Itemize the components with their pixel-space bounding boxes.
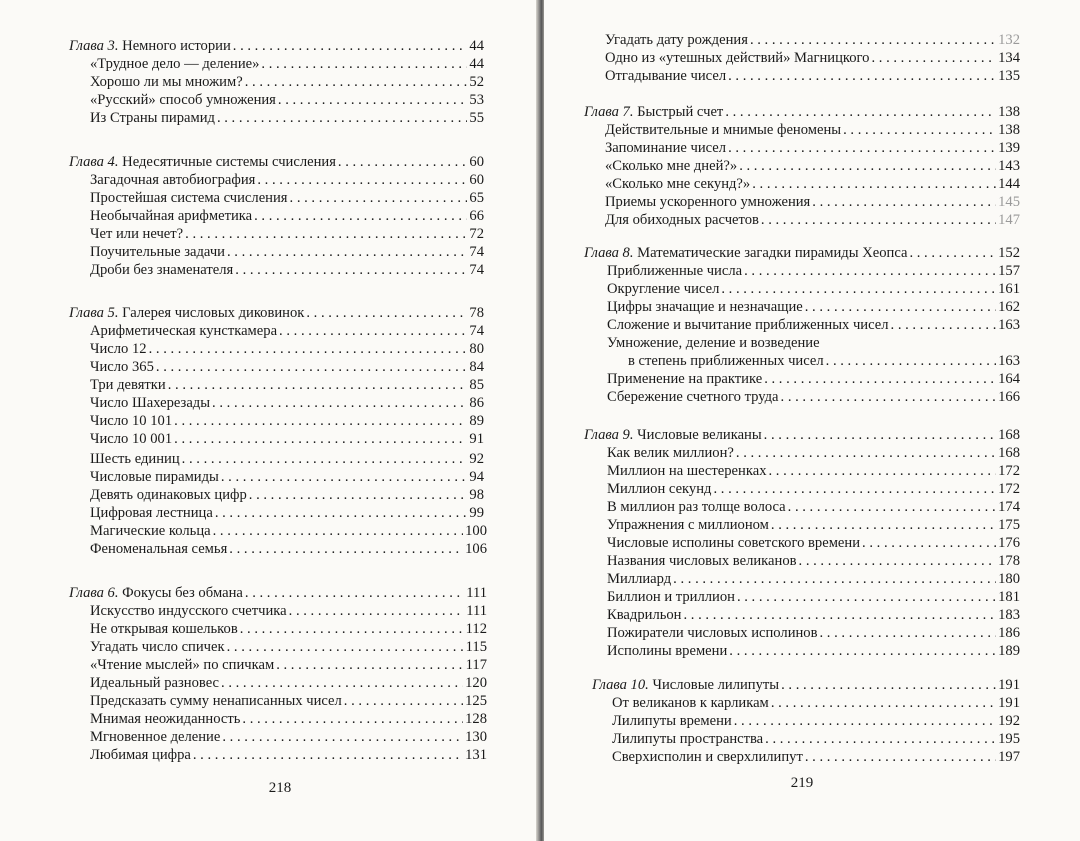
toc-entry: Поучительные задачи . . . 74 (90, 244, 484, 262)
toc-entry: Запоминание чисел . . . 139 (605, 140, 1020, 158)
toc-entry: Идеальный разновес . . . 120 (90, 675, 487, 693)
toc-entry: Исполины времени . . . 189 (607, 643, 1020, 661)
toc-chapter-heading: Глава 6. Фокусы без обмана . . . 111 (69, 585, 487, 603)
toc-entry: Магические кольца . . . 100 (90, 523, 487, 541)
toc-entry: Угадать число спичек . . . 115 (90, 639, 487, 657)
toc-entry: В миллион раз толще волоса . . . 174 (607, 499, 1020, 517)
toc-entry: Мнимая неожиданность . . . 128 (90, 711, 487, 729)
toc-entry: Цифровая лестница . . . 99 (90, 505, 484, 523)
toc-entry: Цифры значащие и незначащие . . . 162 (607, 299, 1020, 317)
toc-entry: «Сколько мне дней?» . . . 143 (605, 158, 1020, 176)
toc-entry: Лилипуты времени . . . 192 (612, 713, 1020, 731)
toc-entry: Необычайная арифметика . . . 66 (90, 208, 484, 226)
toc-entry: Чет или нечет? . . . 72 (90, 226, 484, 244)
toc-entry: Пожиратели числовых исполинов . . . 186 (607, 625, 1020, 643)
toc-entry: в степень приближенных чисел . . . 163 (628, 353, 1020, 371)
toc-entry: Сложение и вычитание приближенных чисел . . . 163 (607, 317, 1020, 335)
toc-entry: Применение на практике . . . 164 (607, 371, 1020, 389)
toc-chapter-heading: Глава 5. Галерея числовых диковинок . . . 78 (69, 305, 484, 323)
toc-chapter-heading: Глава 3. Немного истории . . . 44 (69, 38, 484, 56)
toc-entry: Число 10 101 . . . 89 (90, 413, 484, 431)
toc-entry: Число 10 001 . . . 91 (90, 431, 484, 449)
toc-entry: Упражнения с миллионом . . . 175 (607, 517, 1020, 535)
toc-entry: Приближенные числа . . . 157 (607, 263, 1020, 281)
toc-chapter-heading: Глава 8. Математические загадки пирамиды Хеопса . . . 152 (584, 245, 1020, 263)
toc-entry: Умножение, деление и возведение (607, 335, 820, 351)
toc-entry: «Сколько мне секунд?» . . . 144 (605, 176, 1020, 194)
left-page (0, 0, 538, 841)
toc-entry: Девять одинаковых цифр . . . 98 (90, 487, 484, 505)
toc-entry: Названия числовых великанов . . . 178 (607, 553, 1020, 571)
toc-entry: Миллиард . . . 180 (607, 571, 1020, 589)
toc-entry: «Русский» способ умножения . . . 53 (90, 92, 484, 110)
toc-entry: Для обиходных расчетов . . . 147 (605, 212, 1020, 230)
toc-entry: Миллион секунд . . . 172 (607, 481, 1020, 499)
right-page (544, 0, 1080, 841)
toc-entry: Угадать дату рождения . . . 132 (605, 32, 1020, 50)
toc-entry: Одно из «утешных действий» Магницкого . . . 134 (605, 50, 1020, 68)
toc-entry: Из Страны пирамид . . . 55 (90, 110, 484, 128)
toc-entry: Загадочная автобиография . . . 60 (90, 172, 484, 190)
toc-entry: Искусство индусского счетчика . . . 111 (90, 603, 487, 621)
toc-entry: Три девятки . . . 85 (90, 377, 484, 395)
toc-entry: От великанов к карликам . . . 191 (612, 695, 1020, 713)
toc-entry: Сверхисполин и сверхлилипут . . . 197 (612, 749, 1020, 767)
toc-entry: Мгновенное деление . . . 130 (90, 729, 487, 747)
toc-entry: Хорошо ли мы множим? . . . 52 (90, 74, 484, 92)
toc-entry: Числовые исполины советского времени . . . 176 (607, 535, 1020, 553)
toc-entry: Число 365 . . . 84 (90, 359, 484, 377)
toc-entry: Сбережение счетного труда . . . 166 (607, 389, 1020, 407)
toc-entry: Шесть единиц . . . 92 (90, 451, 484, 469)
page-number-right: 219 (790, 775, 814, 791)
toc-chapter-heading: Глава 10. Числовые лилипуты . . . 191 (592, 677, 1020, 695)
toc-chapter-heading: Глава 4. Недесятичные системы счисления . . . 60 (69, 154, 484, 172)
toc-entry: Биллион и триллион . . . 181 (607, 589, 1020, 607)
toc-entry: Простейшая система счисления . . . 65 (90, 190, 484, 208)
toc-entry: Миллион на шестеренках . . . 172 (607, 463, 1020, 481)
toc-entry: Приемы ускоренного умножения . . . 145 (605, 194, 1020, 212)
toc-entry: Любимая цифра . . . 131 (90, 747, 487, 765)
toc-entry: Предсказать сумму ненаписанных чисел . . . 125 (90, 693, 487, 711)
toc-chapter-heading: Глава 9. Числовые великаны . . . 168 (584, 427, 1020, 445)
toc-entry: Число Шахерезады . . . 86 (90, 395, 484, 413)
toc-entry: Арифметическая кунсткамера . . . 74 (90, 323, 484, 341)
toc-entry: Феноменальная семья . . . 106 (90, 541, 487, 559)
toc-entry: Числовые пирамиды . . . 94 (90, 469, 484, 487)
toc-entry: Действительные и мнимые феномены . . . 138 (605, 122, 1020, 140)
toc-entry: Не открывая кошельков . . . 112 (90, 621, 487, 639)
toc-entry: Как велик миллион? . . . 168 (607, 445, 1020, 463)
page-number-left: 218 (268, 780, 292, 796)
toc-entry: Квадрильон . . . 183 (607, 607, 1020, 625)
toc-entry: «Чтение мыслей» по спичкам . . . 117 (90, 657, 487, 675)
toc-entry: Округление чисел . . . 161 (607, 281, 1020, 299)
toc-entry: Отгадывание чисел . . . 135 (605, 68, 1020, 86)
toc-entry: Дроби без знаменателя . . . 74 (90, 262, 484, 280)
toc-chapter-heading: Глава 7. Быстрый счет . . . 138 (584, 104, 1020, 122)
toc-entry: Лилипуты пространства . . . 195 (612, 731, 1020, 749)
toc-entry: «Трудное дело — деление» . . . 44 (90, 56, 484, 74)
toc-entry: Число 12 . . . 80 (90, 341, 484, 359)
